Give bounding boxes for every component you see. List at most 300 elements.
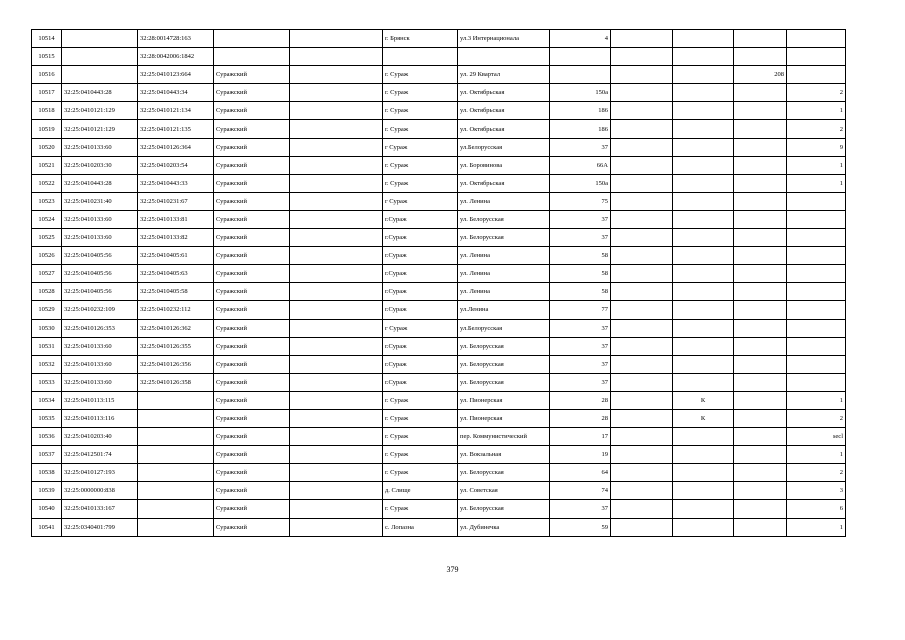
parent-cadastral-number-cell: 32:25:0410443:28 (62, 174, 138, 192)
table-row (32, 30, 846, 48)
area-cell (734, 229, 787, 247)
apartment-cell: 2 (787, 409, 846, 427)
table-row (32, 120, 846, 138)
street-cell: ул.Белорусская (458, 138, 550, 156)
area-cell (734, 84, 787, 102)
parent-cadastral-number-cell: 32:25:0410113:116 (62, 409, 138, 427)
settlement-cell: д. Слище (383, 482, 458, 500)
table-row (32, 482, 846, 500)
letter-cell (673, 518, 734, 536)
empty-cell (290, 373, 383, 391)
apartment-cell (787, 283, 846, 301)
empty-cell (290, 84, 383, 102)
empty-cell (290, 229, 383, 247)
parent-cadastral-number-cell: 32:25:0410133:60 (62, 337, 138, 355)
empty-cell (290, 464, 383, 482)
record-number-cell: 10516 (32, 66, 62, 84)
cadastral-number-cell: 32:25:0410443:34 (138, 84, 214, 102)
building-cell (611, 446, 673, 464)
letter-cell (673, 229, 734, 247)
table-row (32, 428, 846, 446)
apartment-cell: 1 (787, 102, 846, 120)
cadastral-number-cell: 32:28:0014728:163 (138, 30, 214, 48)
table-row (32, 84, 846, 102)
district-cell: Суражский (214, 247, 290, 265)
letter-cell (673, 373, 734, 391)
apartment-cell (787, 373, 846, 391)
letter-cell (673, 265, 734, 283)
empty-cell (290, 518, 383, 536)
settlement-cell: г. Сураж (383, 120, 458, 138)
building-cell (611, 192, 673, 210)
house-cell: 28 (550, 409, 611, 427)
parent-cadastral-number-cell: 32:25:0410405:56 (62, 283, 138, 301)
building-cell (611, 482, 673, 500)
empty-cell (290, 301, 383, 319)
house-cell: 37 (550, 337, 611, 355)
empty-cell (290, 102, 383, 120)
district-cell: Суражский (214, 301, 290, 319)
settlement-cell: г.Сураж (383, 283, 458, 301)
table-row (32, 518, 846, 536)
settlement-cell: г. Сураж (383, 84, 458, 102)
settlement-cell: г.Сураж (383, 229, 458, 247)
parent-cadastral-number-cell: 32:25:0410133:60 (62, 229, 138, 247)
building-cell (611, 265, 673, 283)
building-cell (611, 247, 673, 265)
record-number-cell: 10514 (32, 30, 62, 48)
street-cell: ул. Пионерская (458, 409, 550, 427)
letter-cell (673, 301, 734, 319)
street-cell: ул. Дубинечка (458, 518, 550, 536)
letter-cell (673, 138, 734, 156)
letter-cell (673, 66, 734, 84)
settlement-cell: г. Сураж (383, 464, 458, 482)
empty-cell (290, 355, 383, 373)
area-cell (734, 337, 787, 355)
area-cell (734, 518, 787, 536)
cadastral-number-cell (138, 409, 214, 427)
parent-cadastral-number-cell: 32:25:0410121:129 (62, 120, 138, 138)
parent-cadastral-number-cell: 32:25:0410133:60 (62, 355, 138, 373)
building-cell (611, 102, 673, 120)
area-cell (734, 428, 787, 446)
area-cell (734, 446, 787, 464)
cadastral-number-cell: 32:25:0410123:664 (138, 66, 214, 84)
settlement-cell: г.Сураж (383, 247, 458, 265)
house-cell: 19 (550, 446, 611, 464)
settlement-cell: г.Сураж (383, 301, 458, 319)
table-row (32, 301, 846, 319)
cadastral-number-cell: 32:25:0410121:135 (138, 120, 214, 138)
record-number-cell: 10519 (32, 120, 62, 138)
settlement-cell: г.Сураж (383, 265, 458, 283)
table-row (32, 156, 846, 174)
apartment-cell (787, 192, 846, 210)
record-number-cell: 10525 (32, 229, 62, 247)
house-cell: 37 (550, 500, 611, 518)
building-cell (611, 156, 673, 174)
apartment-cell: 6 (787, 500, 846, 518)
record-number-cell: 10521 (32, 156, 62, 174)
record-number-cell: 10540 (32, 500, 62, 518)
building-cell (611, 210, 673, 228)
empty-cell (290, 319, 383, 337)
apartment-cell (787, 48, 846, 66)
letter-cell: К (673, 409, 734, 427)
house-cell: 37 (550, 319, 611, 337)
apartment-cell (787, 355, 846, 373)
letter-cell (673, 48, 734, 66)
street-cell: ул. 29 Квартал (458, 66, 550, 84)
apartment-cell: 1 (787, 156, 846, 174)
house-cell: 186 (550, 102, 611, 120)
record-number-cell: 10538 (32, 464, 62, 482)
area-cell (734, 156, 787, 174)
apartment-cell (787, 210, 846, 228)
cadastral-number-cell: 32:25:0410126:362 (138, 319, 214, 337)
cadastral-number-cell: 32:25:0410121:134 (138, 102, 214, 120)
building-cell (611, 30, 673, 48)
table-row (32, 373, 846, 391)
table-row (32, 192, 846, 210)
letter-cell (673, 500, 734, 518)
apartment-cell (787, 319, 846, 337)
district-cell: Суражский (214, 446, 290, 464)
cadastral-number-cell: 32:25:0410405:58 (138, 283, 214, 301)
empty-cell (290, 283, 383, 301)
street-cell: ул.Белорусская (458, 319, 550, 337)
area-cell (734, 138, 787, 156)
apartment-cell (787, 265, 846, 283)
area-cell (734, 120, 787, 138)
building-cell (611, 355, 673, 373)
apartment-cell (787, 30, 846, 48)
district-cell: Суражский (214, 337, 290, 355)
empty-cell (290, 156, 383, 174)
district-cell: Суражский (214, 138, 290, 156)
settlement-cell: г Сураж (383, 192, 458, 210)
table-row (32, 409, 846, 427)
cadastral-number-cell: 32:25:0410231:67 (138, 192, 214, 210)
letter-cell (673, 464, 734, 482)
area-cell (734, 500, 787, 518)
district-cell: Суражский (214, 84, 290, 102)
table-row (32, 391, 846, 409)
empty-cell (290, 500, 383, 518)
house-cell: 150а (550, 84, 611, 102)
settlement-cell: г. Сураж (383, 66, 458, 84)
district-cell: Суражский (214, 174, 290, 192)
table-row (32, 229, 846, 247)
house-cell: 37 (550, 138, 611, 156)
apartment-cell: 1 (787, 174, 846, 192)
street-cell: ул. Пионерская (458, 391, 550, 409)
street-cell: ул. Ленина (458, 283, 550, 301)
street-cell: ул. Белорусская (458, 229, 550, 247)
street-cell: ул. Ленина (458, 247, 550, 265)
street-cell: ул. Октябрьская (458, 174, 550, 192)
house-cell: 37 (550, 355, 611, 373)
parent-cadastral-number-cell: 32:25:0410121:129 (62, 102, 138, 120)
table-row (32, 464, 846, 482)
table-row (32, 283, 846, 301)
letter-cell (673, 319, 734, 337)
house-cell: 74 (550, 482, 611, 500)
record-number-cell: 10529 (32, 301, 62, 319)
empty-cell (290, 409, 383, 427)
record-number-cell: 10520 (32, 138, 62, 156)
area-cell (734, 301, 787, 319)
empty-cell (290, 265, 383, 283)
area-cell: 208 (734, 66, 787, 84)
building-cell (611, 319, 673, 337)
district-cell: Суражский (214, 319, 290, 337)
cadastral-number-cell: 32:25:0410203:54 (138, 156, 214, 174)
cadastral-number-cell: 32:25:0410133:81 (138, 210, 214, 228)
empty-cell (290, 66, 383, 84)
district-cell: Суражский (214, 518, 290, 536)
letter-cell (673, 337, 734, 355)
record-number-cell: 10532 (32, 355, 62, 373)
apartment-cell: 2 (787, 84, 846, 102)
street-cell: пер. Коммунистический (458, 428, 550, 446)
settlement-cell (383, 48, 458, 66)
cadastral-number-cell (138, 391, 214, 409)
district-cell: Суражский (214, 283, 290, 301)
apartment-cell: 2 (787, 464, 846, 482)
parent-cadastral-number-cell: 32:25:0410231:40 (62, 192, 138, 210)
parent-cadastral-number-cell: 32:25:0410133:167 (62, 500, 138, 518)
building-cell (611, 391, 673, 409)
empty-cell (290, 120, 383, 138)
table-body (32, 30, 846, 537)
apartment-cell (787, 337, 846, 355)
building-cell (611, 84, 673, 102)
apartment-cell (787, 229, 846, 247)
record-number-cell: 10527 (32, 265, 62, 283)
record-number-cell: 10534 (32, 391, 62, 409)
empty-cell (290, 48, 383, 66)
settlement-cell: г.Сураж (383, 373, 458, 391)
apartment-cell (787, 301, 846, 319)
settlement-cell: г.Сураж (383, 355, 458, 373)
settlement-cell: г. Сураж (383, 409, 458, 427)
settlement-cell: г. Сураж (383, 446, 458, 464)
cadastral-number-cell: 32:25:0410232:112 (138, 301, 214, 319)
table-row (32, 210, 846, 228)
record-number-cell: 10536 (32, 428, 62, 446)
street-cell: ул. Белорусская (458, 210, 550, 228)
empty-cell (290, 174, 383, 192)
letter-cell (673, 355, 734, 373)
cadastral-number-cell (138, 500, 214, 518)
district-cell: Суражский (214, 66, 290, 84)
cadastral-number-cell: 32:25:0410126:356 (138, 355, 214, 373)
building-cell (611, 229, 673, 247)
building-cell (611, 337, 673, 355)
apartment-cell: 1 (787, 518, 846, 536)
street-cell: ул. Советская (458, 482, 550, 500)
settlement-cell: с. Лопазна (383, 518, 458, 536)
parent-cadastral-number-cell (62, 30, 138, 48)
parent-cadastral-number-cell: 32:25:0410126:353 (62, 319, 138, 337)
record-number-cell: 10515 (32, 48, 62, 66)
cadastral-number-cell: 32:28:0042006:1842 (138, 48, 214, 66)
table-row (32, 337, 846, 355)
letter-cell (673, 84, 734, 102)
record-number-cell: 10541 (32, 518, 62, 536)
table-row (32, 174, 846, 192)
apartment-cell: 3 (787, 482, 846, 500)
house-cell: 37 (550, 210, 611, 228)
table-row (32, 247, 846, 265)
district-cell: Суражский (214, 391, 290, 409)
district-cell: Суражский (214, 355, 290, 373)
parent-cadastral-number-cell: 32:25:0340401:799 (62, 518, 138, 536)
table-row (32, 319, 846, 337)
settlement-cell: г. Сураж (383, 391, 458, 409)
settlement-cell: г.Сураж (383, 337, 458, 355)
district-cell: Суражский (214, 229, 290, 247)
parent-cadastral-number-cell: 32:25:0412501:74 (62, 446, 138, 464)
house-cell: 58 (550, 265, 611, 283)
table-row (32, 446, 846, 464)
street-cell: ул. Белорусская (458, 355, 550, 373)
settlement-cell: г. Сураж (383, 428, 458, 446)
parent-cadastral-number-cell: 32:25:0410133:60 (62, 210, 138, 228)
parent-cadastral-number-cell: 32:25:0000000:838 (62, 482, 138, 500)
empty-cell (290, 192, 383, 210)
area-cell (734, 247, 787, 265)
area-cell (734, 409, 787, 427)
house-cell: 59 (550, 518, 611, 536)
parent-cadastral-number-cell: 32:25:0410203:40 (62, 428, 138, 446)
house-cell: 64 (550, 464, 611, 482)
parent-cadastral-number-cell: 32:25:0410133:60 (62, 373, 138, 391)
settlement-cell: г. Сураж (383, 500, 458, 518)
parent-cadastral-number-cell (62, 66, 138, 84)
district-cell: Суражский (214, 500, 290, 518)
record-number-cell: 10530 (32, 319, 62, 337)
cadastral-number-cell: 32:25:0410126:358 (138, 373, 214, 391)
settlement-cell: г Сураж (383, 138, 458, 156)
street-cell: ул. Октябрьская (458, 120, 550, 138)
settlement-cell: г. Сураж (383, 174, 458, 192)
district-cell: Суражский (214, 156, 290, 174)
empty-cell (290, 428, 383, 446)
street-cell: ул. Белорусская (458, 337, 550, 355)
register-table (31, 29, 846, 537)
record-number-cell: 10522 (32, 174, 62, 192)
street-cell (458, 48, 550, 66)
building-cell (611, 174, 673, 192)
house-cell: 37 (550, 229, 611, 247)
settlement-cell: г. Сураж (383, 156, 458, 174)
street-cell: ул.3 Интернационала (458, 30, 550, 48)
area-cell (734, 283, 787, 301)
parent-cadastral-number-cell: 32:25:0410203:30 (62, 156, 138, 174)
table-row (32, 66, 846, 84)
letter-cell (673, 102, 734, 120)
building-cell (611, 301, 673, 319)
record-number-cell: 10528 (32, 283, 62, 301)
table-row (32, 500, 846, 518)
area-cell (734, 102, 787, 120)
street-cell: ул. Ленина (458, 265, 550, 283)
letter-cell (673, 30, 734, 48)
street-cell: ул. Октябрьская (458, 84, 550, 102)
parent-cadastral-number-cell: 32:25:0410133:60 (62, 138, 138, 156)
area-cell (734, 210, 787, 228)
area-cell (734, 482, 787, 500)
letter-cell (673, 446, 734, 464)
settlement-cell: г.Сураж (383, 210, 458, 228)
parent-cadastral-number-cell (62, 48, 138, 66)
empty-cell (290, 446, 383, 464)
empty-cell (290, 482, 383, 500)
house-cell: 58 (550, 247, 611, 265)
building-cell (611, 138, 673, 156)
apartment-cell: 1 (787, 446, 846, 464)
apartment-cell: 2 (787, 120, 846, 138)
house-cell: 77 (550, 301, 611, 319)
settlement-cell: г. Сураж (383, 102, 458, 120)
house-cell: 186 (550, 120, 611, 138)
cadastral-number-cell: 32:25:0410405:61 (138, 247, 214, 265)
record-number-cell: 10526 (32, 247, 62, 265)
letter-cell (673, 174, 734, 192)
area-cell (734, 265, 787, 283)
house-cell: 4 (550, 30, 611, 48)
area-cell (734, 319, 787, 337)
district-cell: Суражский (214, 428, 290, 446)
page-number: 379 (446, 565, 459, 574)
house-cell: 75 (550, 192, 611, 210)
cadastral-number-cell (138, 428, 214, 446)
cadastral-number-cell: 32:25:0410126:355 (138, 337, 214, 355)
apartment-cell: 1 (787, 391, 846, 409)
record-number-cell: 10518 (32, 102, 62, 120)
building-cell (611, 120, 673, 138)
letter-cell (673, 210, 734, 228)
area-cell (734, 464, 787, 482)
house-cell (550, 48, 611, 66)
record-number-cell: 10535 (32, 409, 62, 427)
table-row (32, 265, 846, 283)
area-cell (734, 48, 787, 66)
house-cell: 17 (550, 428, 611, 446)
letter-cell (673, 156, 734, 174)
empty-cell (290, 210, 383, 228)
district-cell (214, 48, 290, 66)
house-cell (550, 66, 611, 84)
settlement-cell: г Сураж (383, 319, 458, 337)
building-cell (611, 518, 673, 536)
building-cell (611, 500, 673, 518)
table-row (32, 138, 846, 156)
letter-cell (673, 482, 734, 500)
cadastral-number-cell: 32:25:0410405:63 (138, 265, 214, 283)
district-cell: Суражский (214, 210, 290, 228)
district-cell (214, 30, 290, 48)
building-cell (611, 428, 673, 446)
settlement-cell: г. Брянск (383, 30, 458, 48)
parent-cadastral-number-cell: 32:25:0410443:28 (62, 84, 138, 102)
record-number-cell: 10537 (32, 446, 62, 464)
empty-cell (290, 337, 383, 355)
district-cell: Суражский (214, 464, 290, 482)
